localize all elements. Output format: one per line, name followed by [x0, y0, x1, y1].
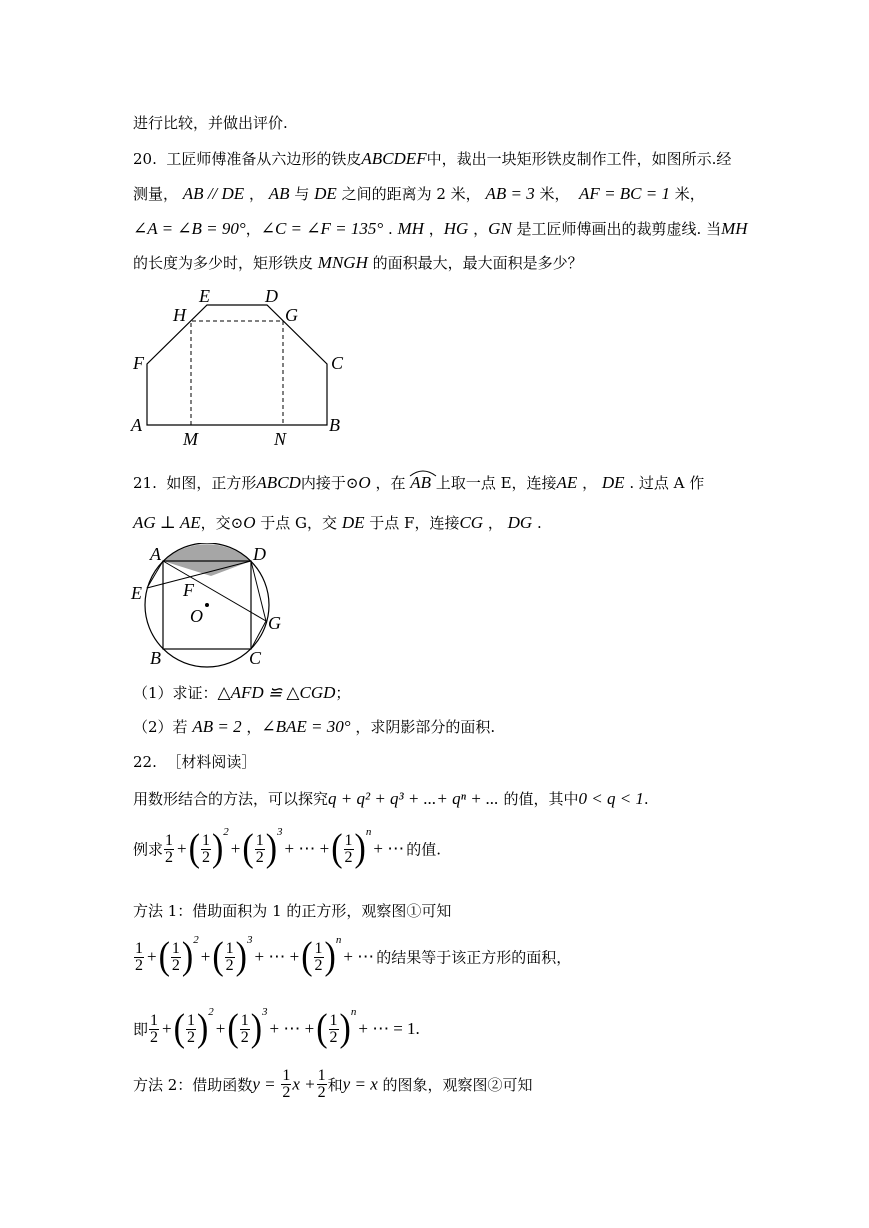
q21-part-2: （2）若 AB = 2 ，∠BAE = 30° ，求阴影部分的面积.	[133, 717, 496, 736]
intro-line: 进行比较，并做出评价.	[133, 114, 288, 132]
q20-line-2: 测量， AB // DE ， AB 与 DE 之间的距离为 2 米， AB = 3 米， AF = BC = 1 米，	[133, 184, 705, 203]
q22-method-1-series: $\frac{1}{2}$ +( $\frac{1}{2}$ )$^2$+( $\frac{1}{2}$ )$^3$+ ⋯ +( $\frac{1}{2}$ )$^n$+ ⋯ 的结果等于该正方形的面积，	[135, 934, 572, 978]
hexagon-figure	[125, 280, 355, 450]
q21-line-1: 21. 如图，正方形ABCD内接于⊙O ，在 AB 上取一点 E，连接AE ， DE . 过点 A 作	[133, 473, 705, 492]
label-A: A	[150, 544, 161, 564]
label-G: G	[285, 305, 298, 325]
q22-line-1: 用数形结合的方法，可以探究q + q² + q³ + ...+ qⁿ + ... 的值，其中0 < q < 1.	[133, 789, 649, 808]
label-E: E	[131, 583, 142, 603]
q21-line-2: AG ⊥ AE，交⊙O 于点 G，交 DE 于点 F，连接CG ， DG .	[133, 513, 542, 532]
q20-line-4: 的长度为多少时，矩形铁皮 MNGH 的面积最大，最大面积是多少？	[133, 253, 583, 272]
rectangle-cut-lines	[191, 321, 283, 425]
label-C: C	[249, 648, 262, 668]
label-A: A	[131, 415, 142, 435]
q20-line-3: ∠A = ∠B = 90°，∠C = ∠F = 135° . MH ，HG ，GN 是工匠师傅画出的裁剪虚线. 当MH	[133, 219, 748, 238]
shaded-segment	[163, 544, 251, 561]
q22-header: 22. ［材料阅读］	[133, 753, 257, 771]
line-ae	[147, 561, 163, 588]
label-F: F	[183, 580, 194, 600]
label-D: D	[265, 286, 278, 306]
label-O: O	[190, 606, 203, 626]
label-E: E	[199, 286, 210, 306]
label-B: B	[150, 648, 161, 668]
label-H: H	[173, 305, 186, 325]
q22-method-1: 方法 1：借助面积为 1 的正方形，观察图①可知	[133, 902, 452, 920]
line-cg	[251, 621, 266, 649]
q22-example: 例求 $\frac{1}{2}$ +( $\frac{1}{2}$ )$^2$+( $\frac{1}{2}$ )$^3$+ ⋯ +( $\frac{1}{2}$ )$^n$+ ⋯ 的值.	[133, 826, 441, 870]
label-F: F	[133, 353, 144, 373]
label-B: B	[329, 415, 340, 435]
label-N: N	[274, 429, 287, 449]
label-G: G	[268, 613, 281, 633]
q22-method-2: 方法 2：借助函数y = $\frac{1}{2}$ x + $\frac{1}{2}$ 和y = x 的图象，观察图②可知	[133, 1067, 533, 1101]
q22-method-1-result: 即 $\frac{1}{2}$ +( $\frac{1}{2}$ )$^2$+( $\frac{1}{2}$ )$^3$+ ⋯ +( $\frac{1}{2}$ )$^n$+ ⋯ = 1.	[133, 1006, 420, 1050]
label-C: C	[331, 353, 344, 373]
q21-part-1: （1）求证：△AFD ≌ △CGD；	[133, 683, 351, 702]
label-D: D	[253, 544, 266, 564]
arc-ab: AB	[410, 473, 431, 493]
center-dot	[205, 603, 209, 607]
label-M: M	[183, 429, 198, 449]
circle-square-figure	[128, 543, 288, 671]
q20-line-1: 20. 工匠师傅准备从六边形的铁皮ABCDEF中，裁出一块矩形铁皮制作工件，如图所示.经	[133, 149, 732, 168]
